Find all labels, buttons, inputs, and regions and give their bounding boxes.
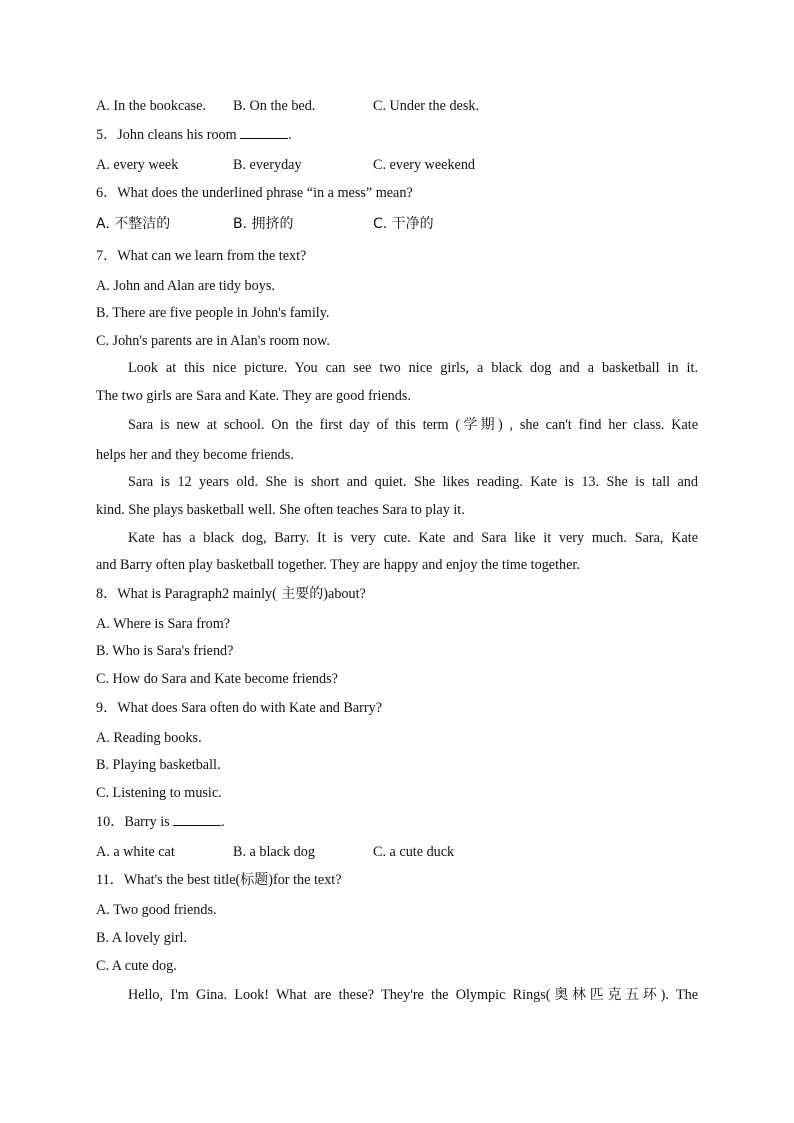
- q5-stem-end: .: [288, 127, 292, 143]
- q5-option-a: A. every week: [96, 157, 179, 173]
- q6-option-b-text: B. 拥挤的: [233, 216, 294, 232]
- q11-option-c: C. A cute dog.: [96, 958, 177, 974]
- q11-cn: 标题: [240, 872, 269, 888]
- passage2-p2-line1: [128, 416, 698, 434]
- p3-cn: 奥林匹克五环: [550, 987, 661, 1003]
- q8-text-b: )about?: [323, 586, 366, 602]
- passage2-p4-line1: Kate has a black dog, Barry. It is very cute. Kate and Sara like it very much. Sara, Kate: [128, 530, 698, 546]
- passage3-line1: [128, 986, 698, 1004]
- q5-stem: [96, 126, 292, 144]
- q8-option-c: C. How do Sara and Kate become friends?: [96, 671, 338, 687]
- q11-option-b: B. A lovely girl.: [96, 930, 188, 946]
- q5-option-b: B. everyday: [233, 157, 302, 173]
- q4-option-b: B. On the bed.: [233, 98, 316, 114]
- q9-stem: 9．What does Sara often do with Kate and Barry?: [96, 700, 383, 716]
- q7-option-b: B. There are five people in John's family.: [96, 305, 330, 321]
- q11-stem: [96, 871, 342, 889]
- p3-text-a: Hello, I'm Gina. Look! What are these? They're the Olympic Rings(: [128, 987, 551, 1003]
- q10-option-b: B. a black dog: [233, 844, 315, 860]
- q10-stem-text: 10．Barry is: [96, 814, 170, 830]
- passage2-p3-line2: kind. She plays basketball well. She often teaches Sara to play it.: [96, 502, 465, 518]
- q11-text-b: )for the text?: [268, 872, 342, 888]
- q8-cn: 主要的: [276, 586, 324, 602]
- passage2-p3-line1: Sara is 12 years old. She is short and quiet. She likes reading. Kate is 13. She is tall and: [128, 474, 698, 490]
- q11-text-a: 11．What's the best title(: [96, 872, 241, 888]
- q9-option-c: C. Listening to music.: [96, 785, 222, 801]
- passage2-p1-line1: Look at this nice picture. You can see two nice girls, a black dog and a basketball in it.: [128, 360, 698, 376]
- q7-option-c: C. John's parents are in Alan's room now.: [96, 333, 330, 349]
- q6-option-a-text: A. 不整洁的: [96, 216, 171, 232]
- q10-option-a: A. a white cat: [96, 844, 175, 860]
- q9-option-b: B. Playing basketball.: [96, 757, 221, 773]
- q8-stem: [96, 585, 366, 603]
- q7-option-a: A. John and Alan are tidy boys.: [96, 278, 275, 294]
- q8-option-b: B. Who is Sara's friend?: [96, 643, 234, 659]
- passage2-p2-line2: helps her and they become friends.: [96, 447, 294, 463]
- q6-option-c-text: C. 干净的: [373, 216, 434, 232]
- q10-stem-end: .: [221, 814, 225, 830]
- q10-stem: [96, 813, 225, 831]
- q7-stem: 7．What can we learn from the text?: [96, 248, 307, 264]
- q6-option-b: [233, 215, 294, 233]
- q5-option-c: C. every weekend: [373, 157, 476, 173]
- q6-option-c: [373, 215, 434, 233]
- q4-option-c: C. Under the desk.: [373, 98, 479, 114]
- q5-stem-text: 5．John cleans his room: [96, 127, 237, 143]
- p3-text-b: ). The: [660, 987, 699, 1003]
- passage2-p1-line2: The two girls are Sara and Kate. They are good friends.: [96, 388, 411, 404]
- q5-answer-blank[interactable]: [240, 126, 288, 139]
- p2-text-b: ) , she can't find her class. Kate: [497, 417, 699, 433]
- q6-stem: 6．What does the underlined phrase “in a mess” mean?: [96, 185, 413, 201]
- q6-option-a: [96, 215, 170, 233]
- p2-cn: 学期: [460, 417, 498, 433]
- q4-option-a: A. In the bookcase.: [96, 98, 206, 114]
- q11-option-a: A. Two good friends.: [96, 902, 217, 918]
- q9-option-a: A. Reading books.: [96, 730, 202, 746]
- q10-answer-blank[interactable]: [173, 813, 221, 826]
- q8-option-a: A. Where is Sara from?: [96, 616, 231, 632]
- q8-text-a: 8．What is Paragraph2 mainly(: [96, 586, 277, 602]
- q10-option-c: C. a cute duck: [373, 844, 455, 860]
- p2-text-a: Sara is new at school. On the first day of this term (: [128, 417, 461, 433]
- passage2-p4-line2: and Barry often play basketball together. They are happy and enjoy the time together.: [96, 557, 580, 573]
